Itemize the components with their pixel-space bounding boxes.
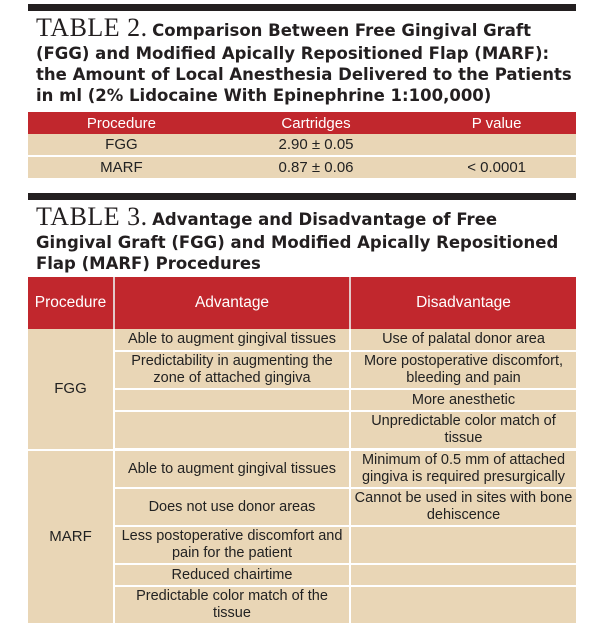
table-row: [28, 156, 576, 178]
table-row: [28, 450, 576, 489]
table3: [28, 277, 576, 625]
disadvantage-cell: [350, 526, 576, 564]
advantage-cell: Reduced chairtime: [114, 564, 350, 586]
procedure-fgg: FGG: [28, 329, 114, 450]
table2-caption: Comparison Between Free Gingival Graft (FGG) and Modified Apically Repositioned Flap (MARF): the Amount of Local Anesthesia Delivered to the Patients in ml (2% Lidocaine With Epinephrine 1:100,000): [36, 21, 572, 105]
advantage-cell: [114, 411, 350, 450]
table2: [28, 112, 576, 178]
disadvantage-cell: More anesthetic: [350, 389, 576, 411]
disadvantage-cell: Unpredictable color match of tissue: [350, 411, 576, 450]
table2-header-cartridges: Cartridges: [215, 112, 417, 134]
table3-caption: Advantage and Disadvantage of Free Gingival Graft (FGG) and Modified Apically Repositioned Flap (MARF) Procedures: [36, 210, 559, 273]
advantage-cell: Able to augment gingival tissues: [114, 329, 350, 351]
advantage-cell: Predictable color match of the tissue: [114, 586, 350, 624]
table2-cell: MARF: [28, 156, 215, 178]
table2-cell: [417, 134, 576, 156]
table2-cell: < 0.0001: [417, 156, 576, 178]
table3-label: TABLE 3.: [36, 202, 148, 231]
table2-label: TABLE 2.: [36, 13, 148, 42]
table2-cell: 2.90 ± 0.05: [215, 134, 417, 156]
disadvantage-cell: [350, 564, 576, 586]
table2-cell: FGG: [28, 134, 215, 156]
top-rule: [28, 4, 576, 11]
table2-title: [36, 13, 576, 106]
table2-header-pvalue: P value: [417, 112, 576, 134]
table-row: [28, 134, 576, 156]
disadvantage-cell: More postoperative discomfort, bleeding and pain: [350, 351, 576, 389]
procedure-marf: MARF: [28, 450, 114, 625]
advantage-cell: Able to augment gingival tissues: [114, 450, 350, 489]
advantage-cell: Less postoperative discomfort and pain for the patient: [114, 526, 350, 564]
advantage-cell: Does not use donor areas: [114, 488, 350, 526]
disadvantage-cell: Cannot be used in sites with bone dehiscence: [350, 488, 576, 526]
table2-cell: 0.87 ± 0.06: [215, 156, 417, 178]
middle-rule: [28, 193, 576, 200]
advantage-cell: Predictability in augmenting the zone of attached gingiva: [114, 351, 350, 389]
table2-header-procedure: Procedure: [28, 112, 215, 134]
table3-header-procedure: Procedure: [28, 277, 114, 329]
disadvantage-cell: [350, 586, 576, 624]
disadvantage-cell: Use of palatal donor area: [350, 329, 576, 351]
table-row: [28, 329, 576, 351]
advantage-cell: [114, 389, 350, 411]
table3-header-disadvantage: Disadvantage: [350, 277, 576, 329]
disadvantage-cell: Minimum of 0.5 mm of attached gingiva is required presurgically: [350, 450, 576, 489]
table3-title: [36, 202, 576, 274]
table3-header-advantage: Advantage: [114, 277, 350, 329]
